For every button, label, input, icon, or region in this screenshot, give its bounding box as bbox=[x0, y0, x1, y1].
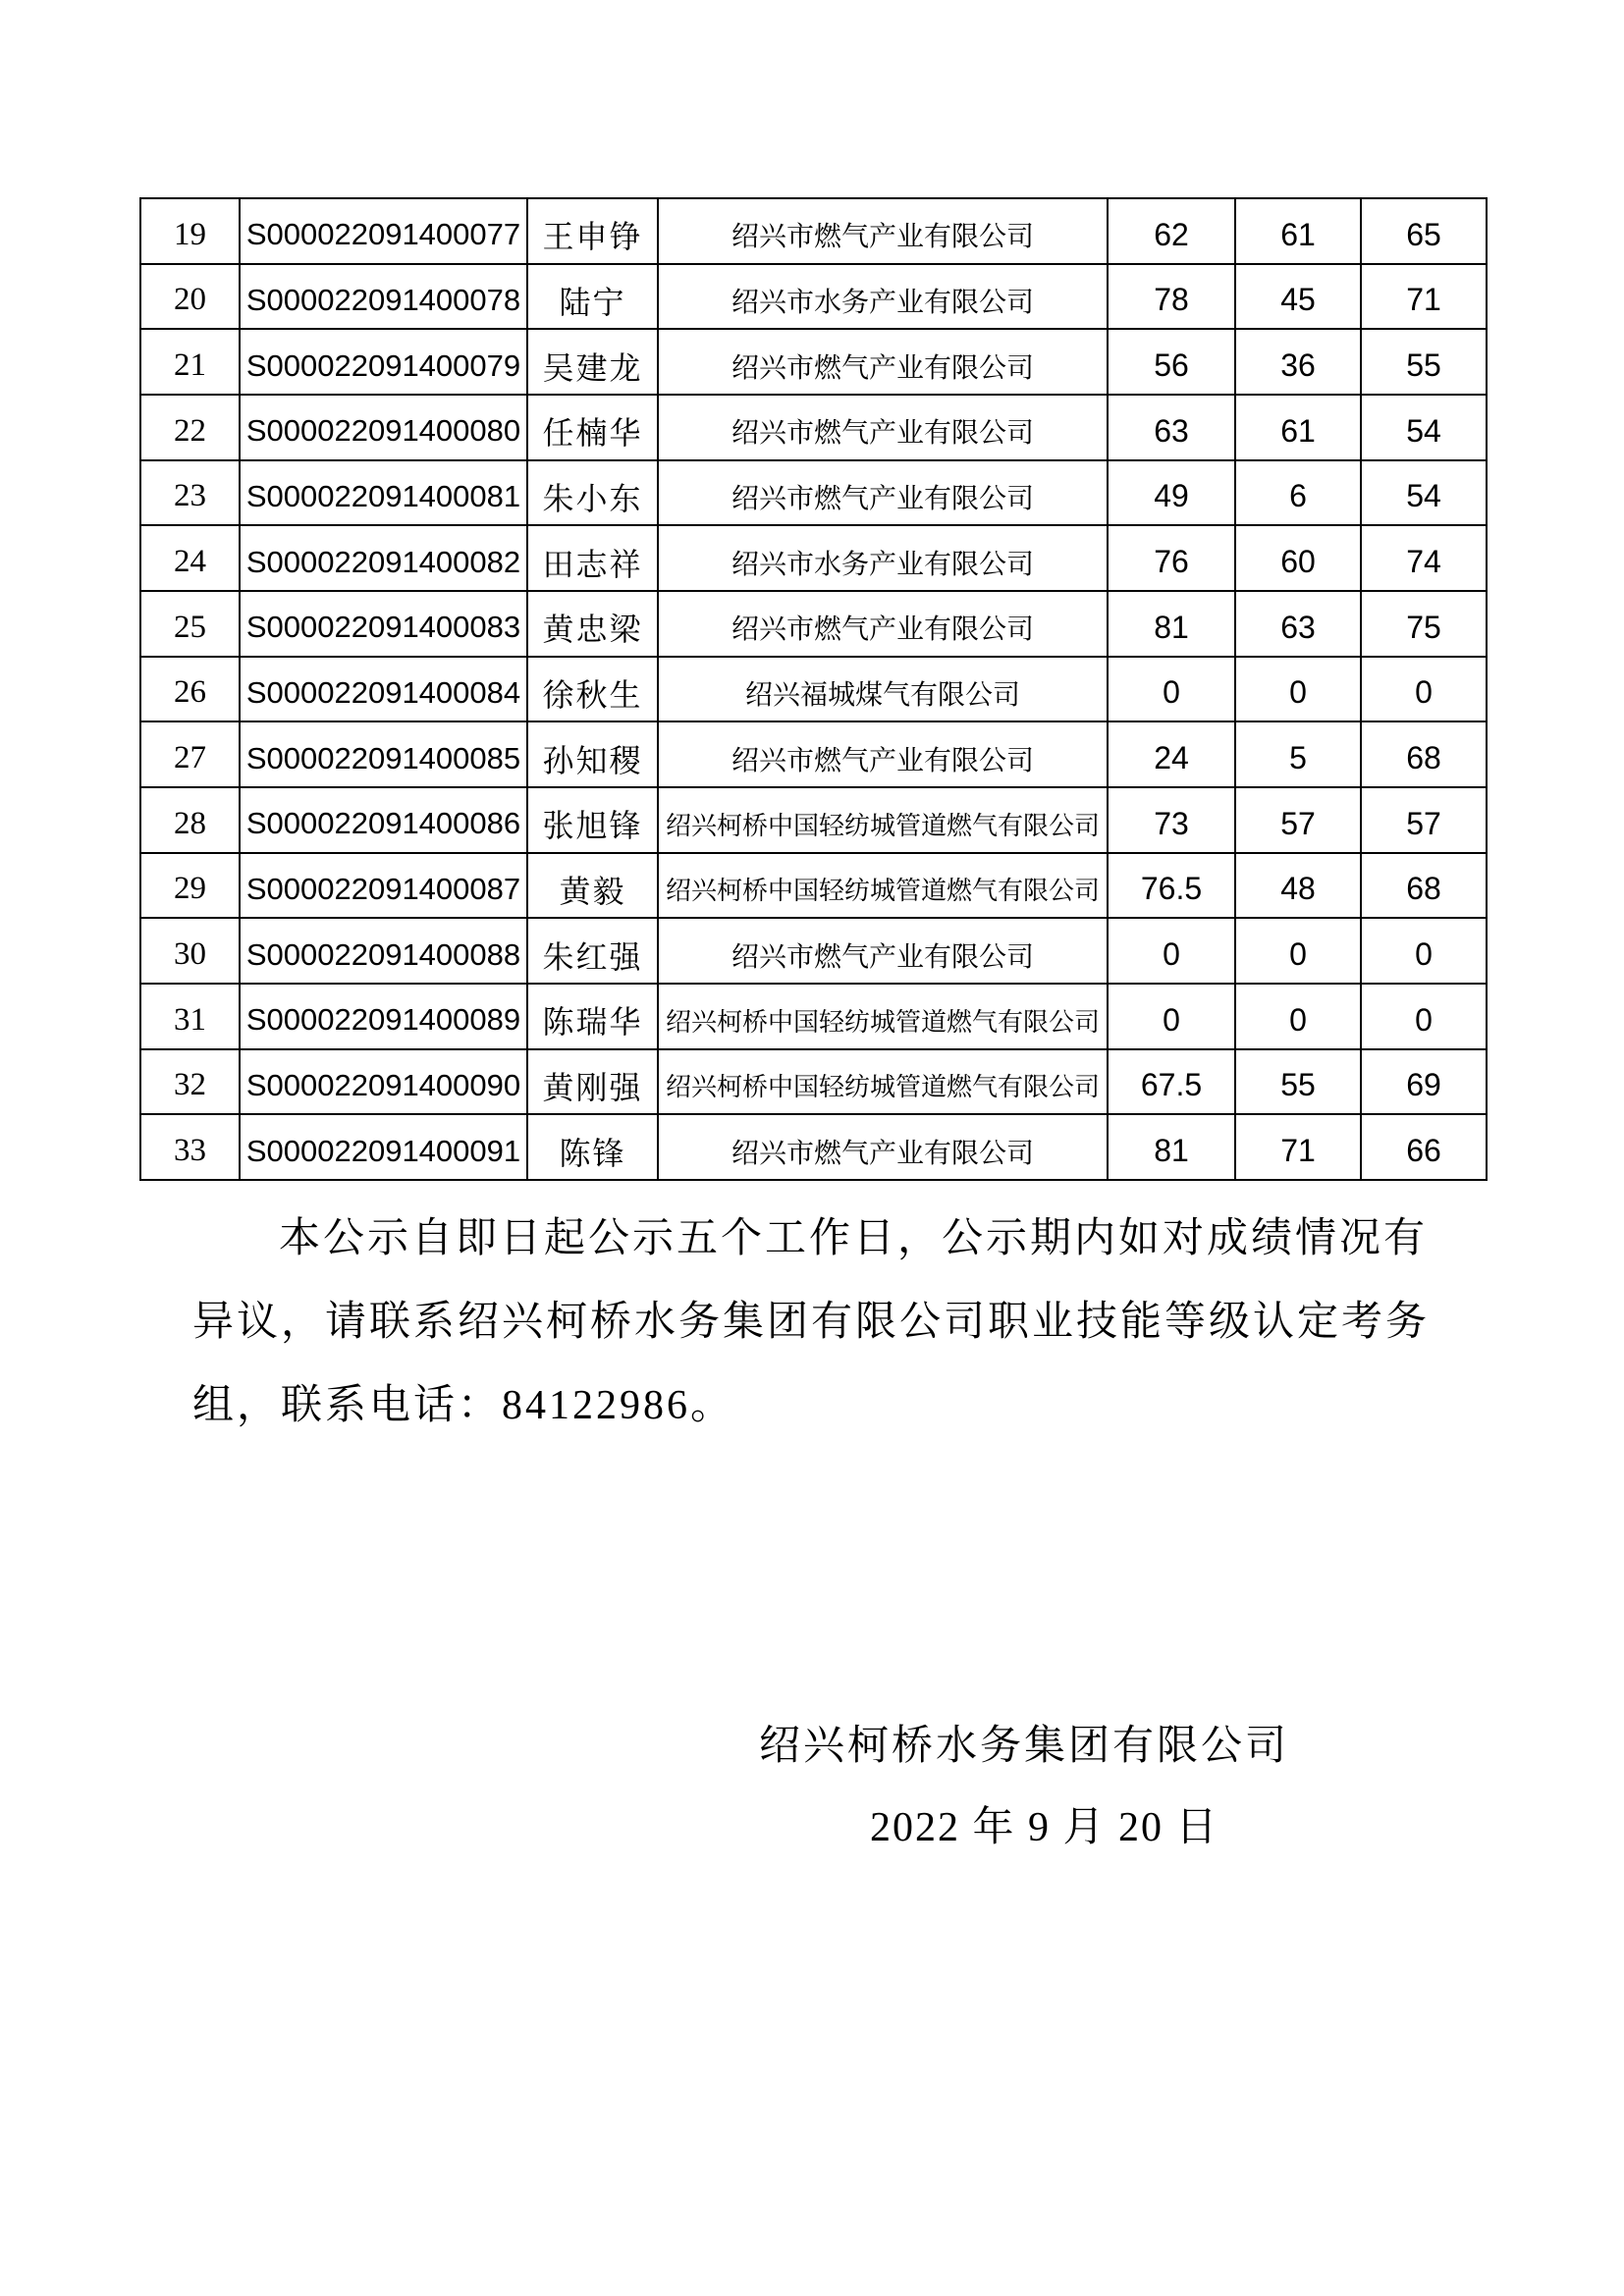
cell-score-1: 56 bbox=[1108, 329, 1235, 395]
cell-candidate-id: S000022091400083 bbox=[240, 591, 527, 657]
cell-name: 徐秋生 bbox=[527, 657, 658, 722]
cell-row-number: 33 bbox=[140, 1114, 240, 1180]
cell-row-number: 26 bbox=[140, 657, 240, 722]
cell-company: 绍兴市燃气产业有限公司 bbox=[658, 591, 1108, 657]
cell-score-2: 63 bbox=[1235, 591, 1361, 657]
cell-score-1: 0 bbox=[1108, 984, 1235, 1049]
cell-score-1: 81 bbox=[1108, 591, 1235, 657]
cell-row-number: 25 bbox=[140, 591, 240, 657]
cell-company: 绍兴市水务产业有限公司 bbox=[658, 525, 1108, 591]
cell-score-1: 81 bbox=[1108, 1114, 1235, 1180]
table-row bbox=[140, 918, 1487, 984]
cell-score-3: 71 bbox=[1361, 264, 1487, 330]
cell-company: 绍兴市燃气产业有限公司 bbox=[658, 721, 1108, 787]
table-row bbox=[140, 525, 1487, 591]
cell-row-number: 30 bbox=[140, 918, 240, 984]
cell-name: 朱红强 bbox=[527, 918, 658, 984]
cell-score-3: 0 bbox=[1361, 657, 1487, 722]
cell-row-number: 27 bbox=[140, 721, 240, 787]
cell-score-2: 36 bbox=[1235, 329, 1361, 395]
cell-name: 陆宁 bbox=[527, 264, 658, 330]
table-row bbox=[140, 329, 1487, 395]
cell-score-3: 74 bbox=[1361, 525, 1487, 591]
cell-name: 吴建龙 bbox=[527, 329, 658, 395]
table-row bbox=[140, 1114, 1487, 1180]
cell-name: 黄刚强 bbox=[527, 1049, 658, 1115]
table-row bbox=[140, 198, 1487, 264]
notice-line: 本公示自即日起公示五个工作日，公示期内如对成绩情况有 bbox=[279, 1216, 1429, 1261]
cell-score-2: 0 bbox=[1235, 918, 1361, 984]
cell-candidate-id: S000022091400086 bbox=[240, 787, 527, 853]
cell-score-1: 76.5 bbox=[1108, 853, 1235, 919]
table-row bbox=[140, 264, 1487, 330]
cell-row-number: 21 bbox=[140, 329, 240, 395]
table-row bbox=[140, 721, 1487, 787]
cell-company: 绍兴市燃气产业有限公司 bbox=[658, 460, 1108, 526]
score-table bbox=[139, 197, 1488, 1181]
cell-candidate-id: S000022091400082 bbox=[240, 525, 527, 591]
table-row bbox=[140, 984, 1487, 1049]
cell-row-number: 19 bbox=[140, 198, 240, 264]
cell-score-2: 61 bbox=[1235, 395, 1361, 460]
cell-score-2: 57 bbox=[1235, 787, 1361, 853]
table-row bbox=[140, 460, 1487, 526]
cell-score-1: 63 bbox=[1108, 395, 1235, 460]
cell-row-number: 29 bbox=[140, 853, 240, 919]
cell-company: 绍兴柯桥中国轻纺城管道燃气有限公司 bbox=[658, 853, 1108, 919]
cell-company: 绍兴市燃气产业有限公司 bbox=[658, 198, 1108, 264]
cell-score-1: 0 bbox=[1108, 657, 1235, 722]
cell-candidate-id: S000022091400078 bbox=[240, 264, 527, 330]
cell-score-1: 62 bbox=[1108, 198, 1235, 264]
signature-date: 2022 年 9 月 20 日 bbox=[870, 1805, 1219, 1850]
cell-company: 绍兴柯桥中国轻纺城管道燃气有限公司 bbox=[658, 787, 1108, 853]
cell-score-3: 66 bbox=[1361, 1114, 1487, 1180]
cell-name: 陈瑞华 bbox=[527, 984, 658, 1049]
table-row bbox=[140, 787, 1487, 853]
cell-name: 黄毅 bbox=[527, 853, 658, 919]
cell-row-number: 24 bbox=[140, 525, 240, 591]
cell-company: 绍兴福城煤气有限公司 bbox=[658, 657, 1108, 722]
cell-score-1: 67.5 bbox=[1108, 1049, 1235, 1115]
cell-score-2: 5 bbox=[1235, 721, 1361, 787]
cell-score-1: 24 bbox=[1108, 721, 1235, 787]
cell-score-2: 45 bbox=[1235, 264, 1361, 330]
cell-company: 绍兴市燃气产业有限公司 bbox=[658, 395, 1108, 460]
cell-score-2: 60 bbox=[1235, 525, 1361, 591]
cell-score-1: 76 bbox=[1108, 525, 1235, 591]
cell-company: 绍兴市燃气产业有限公司 bbox=[658, 1114, 1108, 1180]
cell-candidate-id: S000022091400087 bbox=[240, 853, 527, 919]
cell-score-3: 0 bbox=[1361, 918, 1487, 984]
cell-score-2: 61 bbox=[1235, 198, 1361, 264]
cell-name: 任楠华 bbox=[527, 395, 658, 460]
cell-name: 田志祥 bbox=[527, 525, 658, 591]
cell-company: 绍兴柯桥中国轻纺城管道燃气有限公司 bbox=[658, 984, 1108, 1049]
cell-score-3: 75 bbox=[1361, 591, 1487, 657]
cell-score-3: 54 bbox=[1361, 395, 1487, 460]
cell-score-1: 0 bbox=[1108, 918, 1235, 984]
cell-score-3: 68 bbox=[1361, 853, 1487, 919]
cell-candidate-id: S000022091400081 bbox=[240, 460, 527, 526]
cell-score-3: 57 bbox=[1361, 787, 1487, 853]
cell-row-number: 31 bbox=[140, 984, 240, 1049]
cell-name: 孙知稷 bbox=[527, 721, 658, 787]
cell-candidate-id: S000022091400079 bbox=[240, 329, 527, 395]
notice-line: 组，联系电话：84122986。 bbox=[192, 1383, 735, 1428]
cell-company: 绍兴市燃气产业有限公司 bbox=[658, 329, 1108, 395]
cell-row-number: 32 bbox=[140, 1049, 240, 1115]
cell-score-1: 49 bbox=[1108, 460, 1235, 526]
cell-score-3: 69 bbox=[1361, 1049, 1487, 1115]
cell-score-2: 0 bbox=[1235, 657, 1361, 722]
cell-row-number: 23 bbox=[140, 460, 240, 526]
cell-candidate-id: S000022091400089 bbox=[240, 984, 527, 1049]
cell-candidate-id: S000022091400080 bbox=[240, 395, 527, 460]
cell-name: 王申铮 bbox=[527, 198, 658, 264]
cell-score-1: 78 bbox=[1108, 264, 1235, 330]
signature-company: 绍兴柯桥水务集团有限公司 bbox=[759, 1724, 1290, 1769]
cell-row-number: 28 bbox=[140, 787, 240, 853]
cell-row-number: 20 bbox=[140, 264, 240, 330]
cell-company: 绍兴市燃气产业有限公司 bbox=[658, 918, 1108, 984]
table-row bbox=[140, 591, 1487, 657]
cell-candidate-id: S000022091400091 bbox=[240, 1114, 527, 1180]
cell-company: 绍兴市水务产业有限公司 bbox=[658, 264, 1108, 330]
cell-score-1: 73 bbox=[1108, 787, 1235, 853]
cell-company: 绍兴柯桥中国轻纺城管道燃气有限公司 bbox=[658, 1049, 1108, 1115]
cell-candidate-id: S000022091400084 bbox=[240, 657, 527, 722]
cell-score-3: 65 bbox=[1361, 198, 1487, 264]
cell-score-2: 6 bbox=[1235, 460, 1361, 526]
cell-candidate-id: S000022091400088 bbox=[240, 918, 527, 984]
cell-score-2: 55 bbox=[1235, 1049, 1361, 1115]
table-row bbox=[140, 657, 1487, 722]
cell-score-3: 68 bbox=[1361, 721, 1487, 787]
cell-name: 陈锋 bbox=[527, 1114, 658, 1180]
cell-name: 朱小东 bbox=[527, 460, 658, 526]
score-table-body bbox=[140, 198, 1487, 1180]
cell-score-2: 0 bbox=[1235, 984, 1361, 1049]
table-row bbox=[140, 1049, 1487, 1115]
cell-score-3: 55 bbox=[1361, 329, 1487, 395]
cell-candidate-id: S000022091400077 bbox=[240, 198, 527, 264]
cell-name: 张旭锋 bbox=[527, 787, 658, 853]
notice-line: 异议，请联系绍兴柯桥水务集团有限公司职业技能等级认定考务 bbox=[192, 1300, 1431, 1345]
cell-candidate-id: S000022091400085 bbox=[240, 721, 527, 787]
cell-score-3: 54 bbox=[1361, 460, 1487, 526]
cell-score-3: 0 bbox=[1361, 984, 1487, 1049]
cell-name: 黄忠梁 bbox=[527, 591, 658, 657]
cell-row-number: 22 bbox=[140, 395, 240, 460]
cell-score-2: 48 bbox=[1235, 853, 1361, 919]
table-row bbox=[140, 853, 1487, 919]
table-row bbox=[140, 395, 1487, 460]
cell-candidate-id: S000022091400090 bbox=[240, 1049, 527, 1115]
cell-score-2: 71 bbox=[1235, 1114, 1361, 1180]
